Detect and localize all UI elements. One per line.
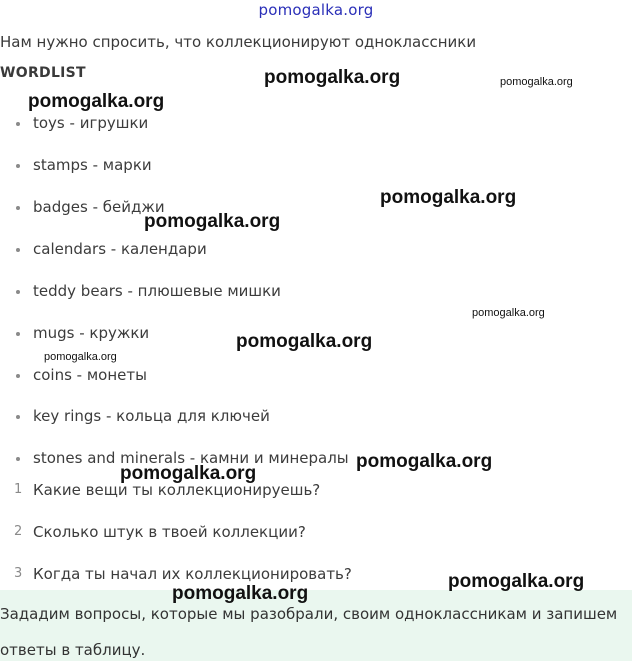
- wordlist-heading: WORDLIST: [0, 65, 86, 81]
- word-entry: stamps - марки: [33, 156, 152, 174]
- bullet-icon: [16, 374, 20, 378]
- summary-text: Зададим вопросы, которые мы разобрали, своим одноклассникам и запишем ответы в таблицу.: [0, 605, 618, 659]
- word-entry: badges - бейджи: [33, 198, 165, 216]
- watermark: pomogalka.org: [120, 463, 257, 484]
- question-number: 3: [14, 566, 23, 581]
- watermark: pomogalka.org: [264, 67, 401, 88]
- word-entry: stones and minerals - камни и минералы: [33, 449, 349, 467]
- bullet-icon: [16, 122, 20, 126]
- bullet-icon: [16, 332, 20, 336]
- question-text: Какие вещи ты коллекционируешь?: [33, 481, 321, 499]
- bullet-icon: [16, 164, 20, 168]
- watermark: pomogalka.org: [172, 583, 309, 604]
- watermark: pomogalka.org: [356, 451, 493, 472]
- watermark: pomogalka.org: [500, 76, 573, 88]
- watermark: pomogalka.org: [472, 307, 545, 319]
- bullet-icon: [16, 248, 20, 252]
- bullet-icon: [16, 206, 20, 210]
- word-entry: key rings - кольца для ключей: [33, 407, 270, 425]
- question-text: Когда ты начал их коллекционировать?: [33, 565, 352, 583]
- question-text: Сколько штук в твоей коллекции?: [33, 523, 306, 541]
- watermark: pomogalka.org: [380, 187, 517, 208]
- watermark: pomogalka.org: [144, 211, 281, 232]
- bullet-icon: [16, 457, 20, 461]
- watermark: pomogalka.org: [28, 91, 165, 112]
- word-entry: mugs - кружки: [33, 324, 150, 342]
- word-entry: teddy bears - плюшевые мишки: [33, 282, 281, 300]
- bullet-icon: [16, 290, 20, 294]
- site-link[interactable]: pomogalka.org: [258, 1, 374, 19]
- question-number: 2: [14, 524, 23, 539]
- intro-text: Нам нужно спросить, что коллекционируют одноклассники: [0, 33, 477, 51]
- word-entry: coins - монеты: [33, 366, 147, 384]
- watermark: pomogalka.org: [236, 331, 373, 352]
- watermark: pomogalka.org: [448, 571, 585, 592]
- question-number: 1: [14, 482, 23, 497]
- word-entry: toys - игрушки: [33, 114, 149, 132]
- word-entry: calendars - календари: [33, 240, 207, 258]
- summary-box: [0, 590, 632, 661]
- watermark: pomogalka.org: [44, 351, 117, 363]
- bullet-icon: [16, 415, 20, 419]
